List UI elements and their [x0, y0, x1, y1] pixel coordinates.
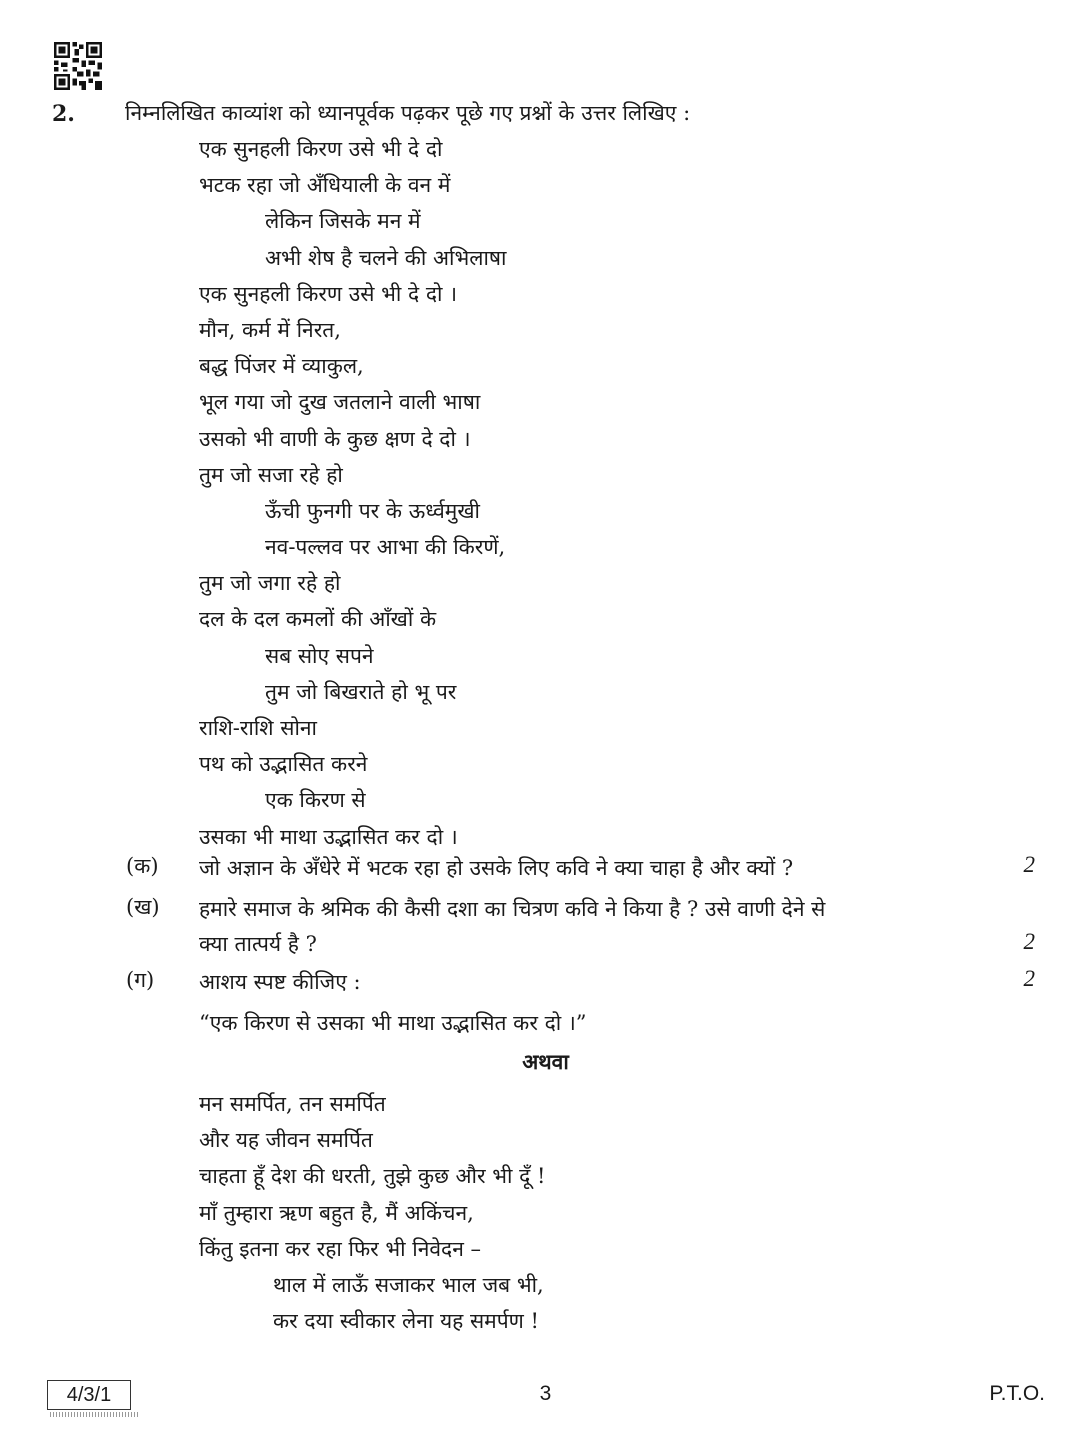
poem-line: तुम जो जगा रहे हो — [199, 571, 341, 596]
marks: 2 — [1023, 852, 1035, 877]
marks: 2 — [1023, 929, 1035, 954]
poem-line: एक सुनहली किरण उसे भी दे दो — [199, 137, 443, 161]
poem-line: भूल गया जो दुख जतलाने वाली भाषा — [199, 390, 481, 415]
marks: 2 — [1023, 966, 1035, 991]
question-instruction: निम्नलिखित काव्यांश को ध्यानपूर्वक पढ़कर पूछे गए प्रश्नों के उत्तर लिखिए : — [125, 101, 691, 125]
poem-line: माँ तुम्हारा ऋण बहुत है, मैं अकिंचन, — [199, 1200, 474, 1225]
subquestion-label: (ग) — [126, 968, 155, 992]
barcode-strip — [50, 1412, 138, 1417]
poem-line: तुम जो सजा रहे हो — [199, 462, 343, 487]
poem-line: अभी शेष है चलने की अभिलाषा — [265, 245, 507, 270]
poem-one — [199, 131, 507, 855]
subquestion-label: (ख) — [126, 895, 160, 919]
paper-code: 4/3/1 — [47, 1380, 131, 1410]
or-heading: अथवा — [522, 1049, 569, 1074]
poem-line: चाहता हूँ देश की धरती, तुझे कुछ और भी दूँ ! — [199, 1164, 546, 1189]
poem-line: एक किरण से — [265, 788, 366, 813]
subquestion-text: जो अज्ञान के अँधेरे में भटक रहा हो उसके लिए कवि ने क्या चाहा है और क्यों ? — [199, 856, 794, 880]
poem-line: भटक रहा जो अँधियाली के वन में — [199, 173, 451, 198]
poem-line: उसका भी माथा उद्भासित कर दो । — [199, 824, 458, 849]
pto-label: P.T.O. — [989, 1382, 1045, 1405]
poem-line: सब सोए सपने — [265, 643, 374, 668]
poem-line: और यह जीवन समर्पित — [199, 1128, 373, 1153]
qr-code-icon — [54, 42, 102, 90]
poem-line: लेकिन जिसके मन में — [265, 209, 421, 234]
poem-line: बद्ध पिंजर में व्याकुल, — [199, 354, 364, 379]
poem-line: नव-पल्लव पर आभा की किरणें, — [265, 535, 506, 560]
question-number: 2. — [52, 101, 75, 127]
subquestion-label: (क) — [126, 854, 159, 878]
subquestion-text: हमारे समाज के श्रमिक की कैसी दशा का चित्रण कवि ने किया है ? उसे वाणी देने से — [199, 897, 826, 921]
subquestion-text: आशय स्पष्ट कीजिए : — [199, 970, 361, 994]
poem-line: ऊँची फुनगी पर के ऊर्ध्वमुखी — [265, 498, 480, 523]
poem-line: राशि-राशि सोना — [199, 716, 317, 740]
page-number: 3 — [539, 1382, 552, 1405]
poem-line: तुम जो बिखराते हो भू पर — [265, 679, 457, 704]
poem-line: मन समर्पित, तन समर्पित — [199, 1092, 386, 1116]
poem-line: एक सुनहली किरण उसे भी दे दो । — [199, 281, 458, 306]
subquestion-text-cont: क्या तात्पर्य है ? — [199, 932, 317, 956]
poem-line: मौन, कर्म में निरत, — [199, 317, 341, 342]
poem-line: पथ को उद्भासित करने — [199, 752, 368, 777]
poem-line: थाल में लाऊँ सजाकर भाल जब भी, — [273, 1272, 544, 1297]
poem-two — [199, 1086, 545, 1339]
poem-line: दल के दल कमलों की आँखों के — [199, 607, 437, 632]
quoted-line: “एक किरण से उसका भी माथा उद्भासित कर दो ।” — [199, 1011, 587, 1035]
poem-line: उसको भी वाणी के कुछ क्षण दे दो । — [199, 426, 471, 451]
poem-line: कर दया स्वीकार लेना यह समर्पण ! — [273, 1309, 539, 1334]
poem-line: किंतु इतना कर रहा फिर भी निवेदन – — [199, 1236, 482, 1261]
